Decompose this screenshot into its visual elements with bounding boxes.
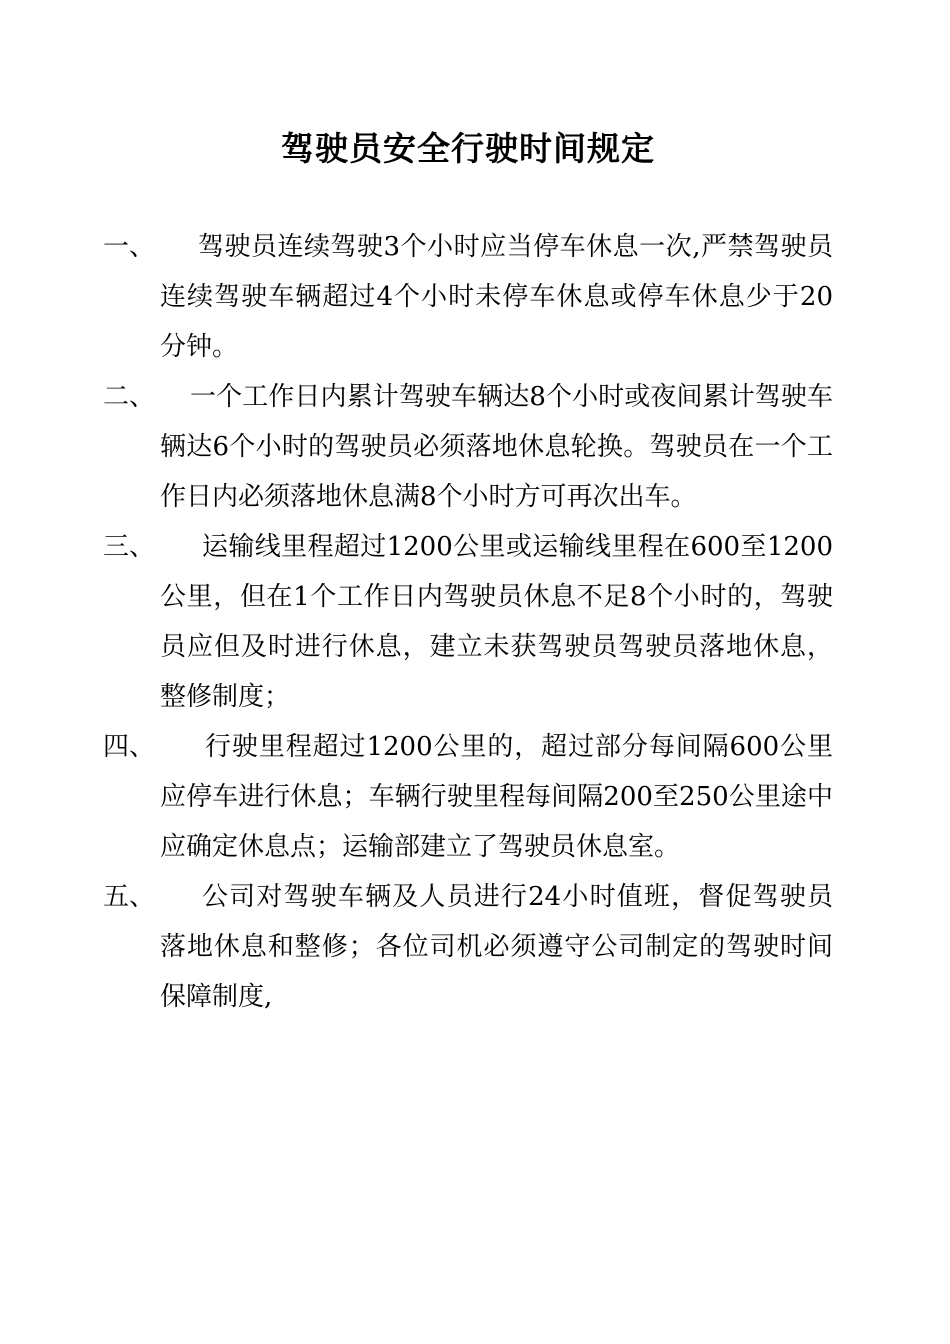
- rule-item-1: [103, 222, 833, 372]
- rule-text: 驾驶员连续驾驶3个小时应当停车休息一次,严禁驾驶员连续驾驶车辆超过4个小时未停车休息或停车休息少于20分钟。: [160, 232, 833, 362]
- rule-number: 四、: [103, 732, 156, 762]
- rules-list: [103, 222, 833, 1022]
- rule-text: 运输线里程超过1200公里或运输线里程在600至1200公里，但在1个工作日内驾驶员休息不足8个小时的，驾驶员应但及时进行休息，建立未获驾驶员驾驶员落地休息，整修制度；: [160, 532, 833, 712]
- rule-item-3: [103, 522, 833, 722]
- rule-text: 公司对驾驶车辆及人员进行24小时值班，督促驾驶员落地休息和整修；各位司机必须遵守公司制定的驾驶时间保障制度,: [160, 882, 833, 1012]
- rule-text: 一个工作日内累计驾驶车辆达8个小时或夜间累计驾驶车辆达6个小时的驾驶员必须落地休息轮换。驾驶员在一个工作日内必须落地休息满8个小时方可再次出车。: [160, 382, 833, 512]
- rule-number: 三、: [103, 532, 156, 562]
- rule-number: 一、: [103, 232, 156, 262]
- rule-item-2: [103, 372, 833, 522]
- rule-number: 二、: [103, 382, 156, 412]
- rule-text: 行驶里程超过1200公里的，超过部分每间隔600公里应停车进行休息；车辆行驶里程每间隔200至250公里途中应确定休息点；运输部建立了驾驶员休息室。: [160, 732, 833, 862]
- rule-number: 五、: [103, 882, 156, 912]
- rule-item-4: [103, 722, 833, 872]
- rule-item-5: [103, 872, 833, 1022]
- document-title: 驾驶员安全行驶时间规定: [281, 129, 655, 168]
